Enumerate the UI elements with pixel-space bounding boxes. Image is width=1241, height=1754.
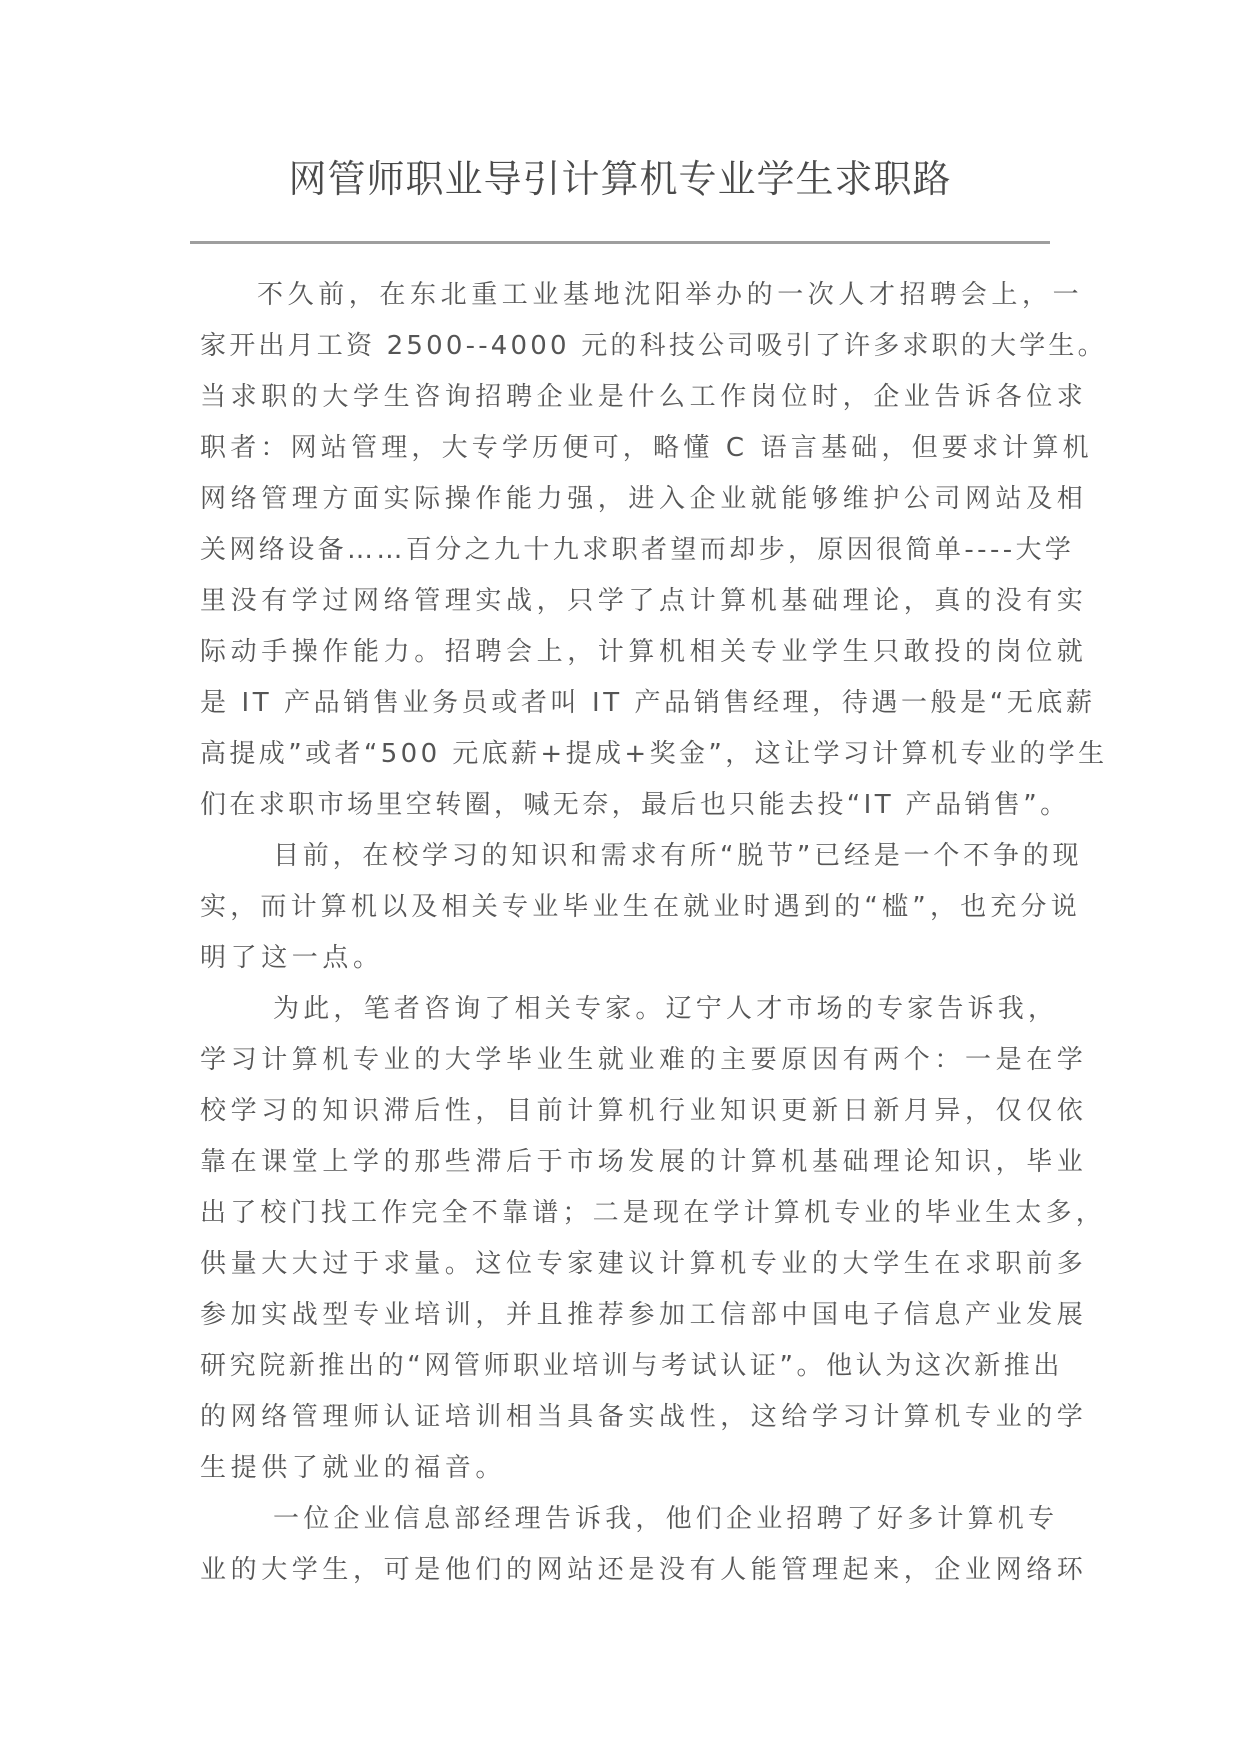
text-line: 为此，笔者咨询了相关专家。辽宁人才市场的专家告诉我， [273, 994, 1059, 1024]
text-line: 网络管理方面实际操作能力强，进入企业就能够维护公司网站及相 [200, 484, 1088, 514]
text-line: 一位企业信息部经理告诉我，他们企业招聘了好多计算机专 [273, 1504, 1059, 1534]
text-line: 关网络设备……百分之九十九求职者望而却步，原因很简单----大学 [200, 535, 1075, 565]
text-line: 学习计算机专业的大学毕业生就业难的主要原因有两个：一是在学 [200, 1045, 1088, 1075]
text-line: 出了校门找工作完全不靠谱；二是现在学计算机专业的毕业生太多， [200, 1198, 1107, 1228]
article-body [200, 270, 1108, 1596]
text-line: 实，而计算机以及相关专业毕业生在就业时遇到的“槛”，也充分说 [200, 892, 1081, 922]
text-line: 目前，在校学习的知识和需求有所“脱节”已经是一个不争的现 [273, 841, 1083, 871]
text-line: 生提供了就业的福音。 [200, 1453, 507, 1483]
text-line: 靠在课堂上学的那些滞后于市场发展的计算机基础理论知识，毕业 [200, 1147, 1088, 1177]
text-line: 当求职的大学生咨询招聘企业是什么工作岗位时，企业告诉各位求 [200, 382, 1088, 412]
text-line: 研究院新推出的“网管师职业培训与考试认证”。他认为这次新推出 [200, 1351, 1063, 1381]
title-divider [190, 241, 1050, 244]
text-line: 参加实战型专业培训，并且推荐参加工信部中国电子信息产业发展 [200, 1300, 1088, 1330]
text-line: 是 IT 产品销售业务员或者叫 IT 产品销售经理，待遇一般是“无底薪 [200, 688, 1096, 718]
text-line: 职者：网站管理，大专学历便可，略懂 C 语言基础，但要求计算机 [200, 433, 1093, 463]
text-line: 际动手操作能力。招聘会上，计算机相关专业学生只敢投的岗位就 [200, 637, 1088, 667]
text-line: 不久前，在东北重工业基地沈阳举办的一次人才招聘会上，一 [257, 280, 1084, 310]
document-title: 网管师职业导引计算机专业学生求职路 [288, 157, 952, 201]
text-line: 业的大学生，可是他们的网站还是没有人能管理起来，企业网络环 [200, 1555, 1088, 1585]
text-line: 校学习的知识滞后性，目前计算机行业知识更新日新月异，仅仅依 [200, 1096, 1088, 1126]
text-line: 里没有学过网络管理实战，只学了点计算机基础理论，真的没有实 [200, 586, 1088, 616]
text-line: 家开出月工资 2500--4000 元的科技公司吸引了许多求职的大学生。 [200, 331, 1107, 361]
text-line: 们在求职市场里空转圈，喊无奈，最后也只能去投“IT 产品销售”。 [200, 790, 1070, 820]
text-line: 的网络管理师认证培训相当具备实战性，这给学习计算机专业的学 [200, 1402, 1088, 1432]
text-line: 明了这一点。 [200, 943, 384, 973]
text-line: 高提成”或者“500 元底薪+提成+奖金”，这让学习计算机专业的学生 [200, 739, 1108, 769]
text-line: 供量大大过于求量。这位专家建议计算机专业的大学生在求职前多 [200, 1249, 1088, 1279]
